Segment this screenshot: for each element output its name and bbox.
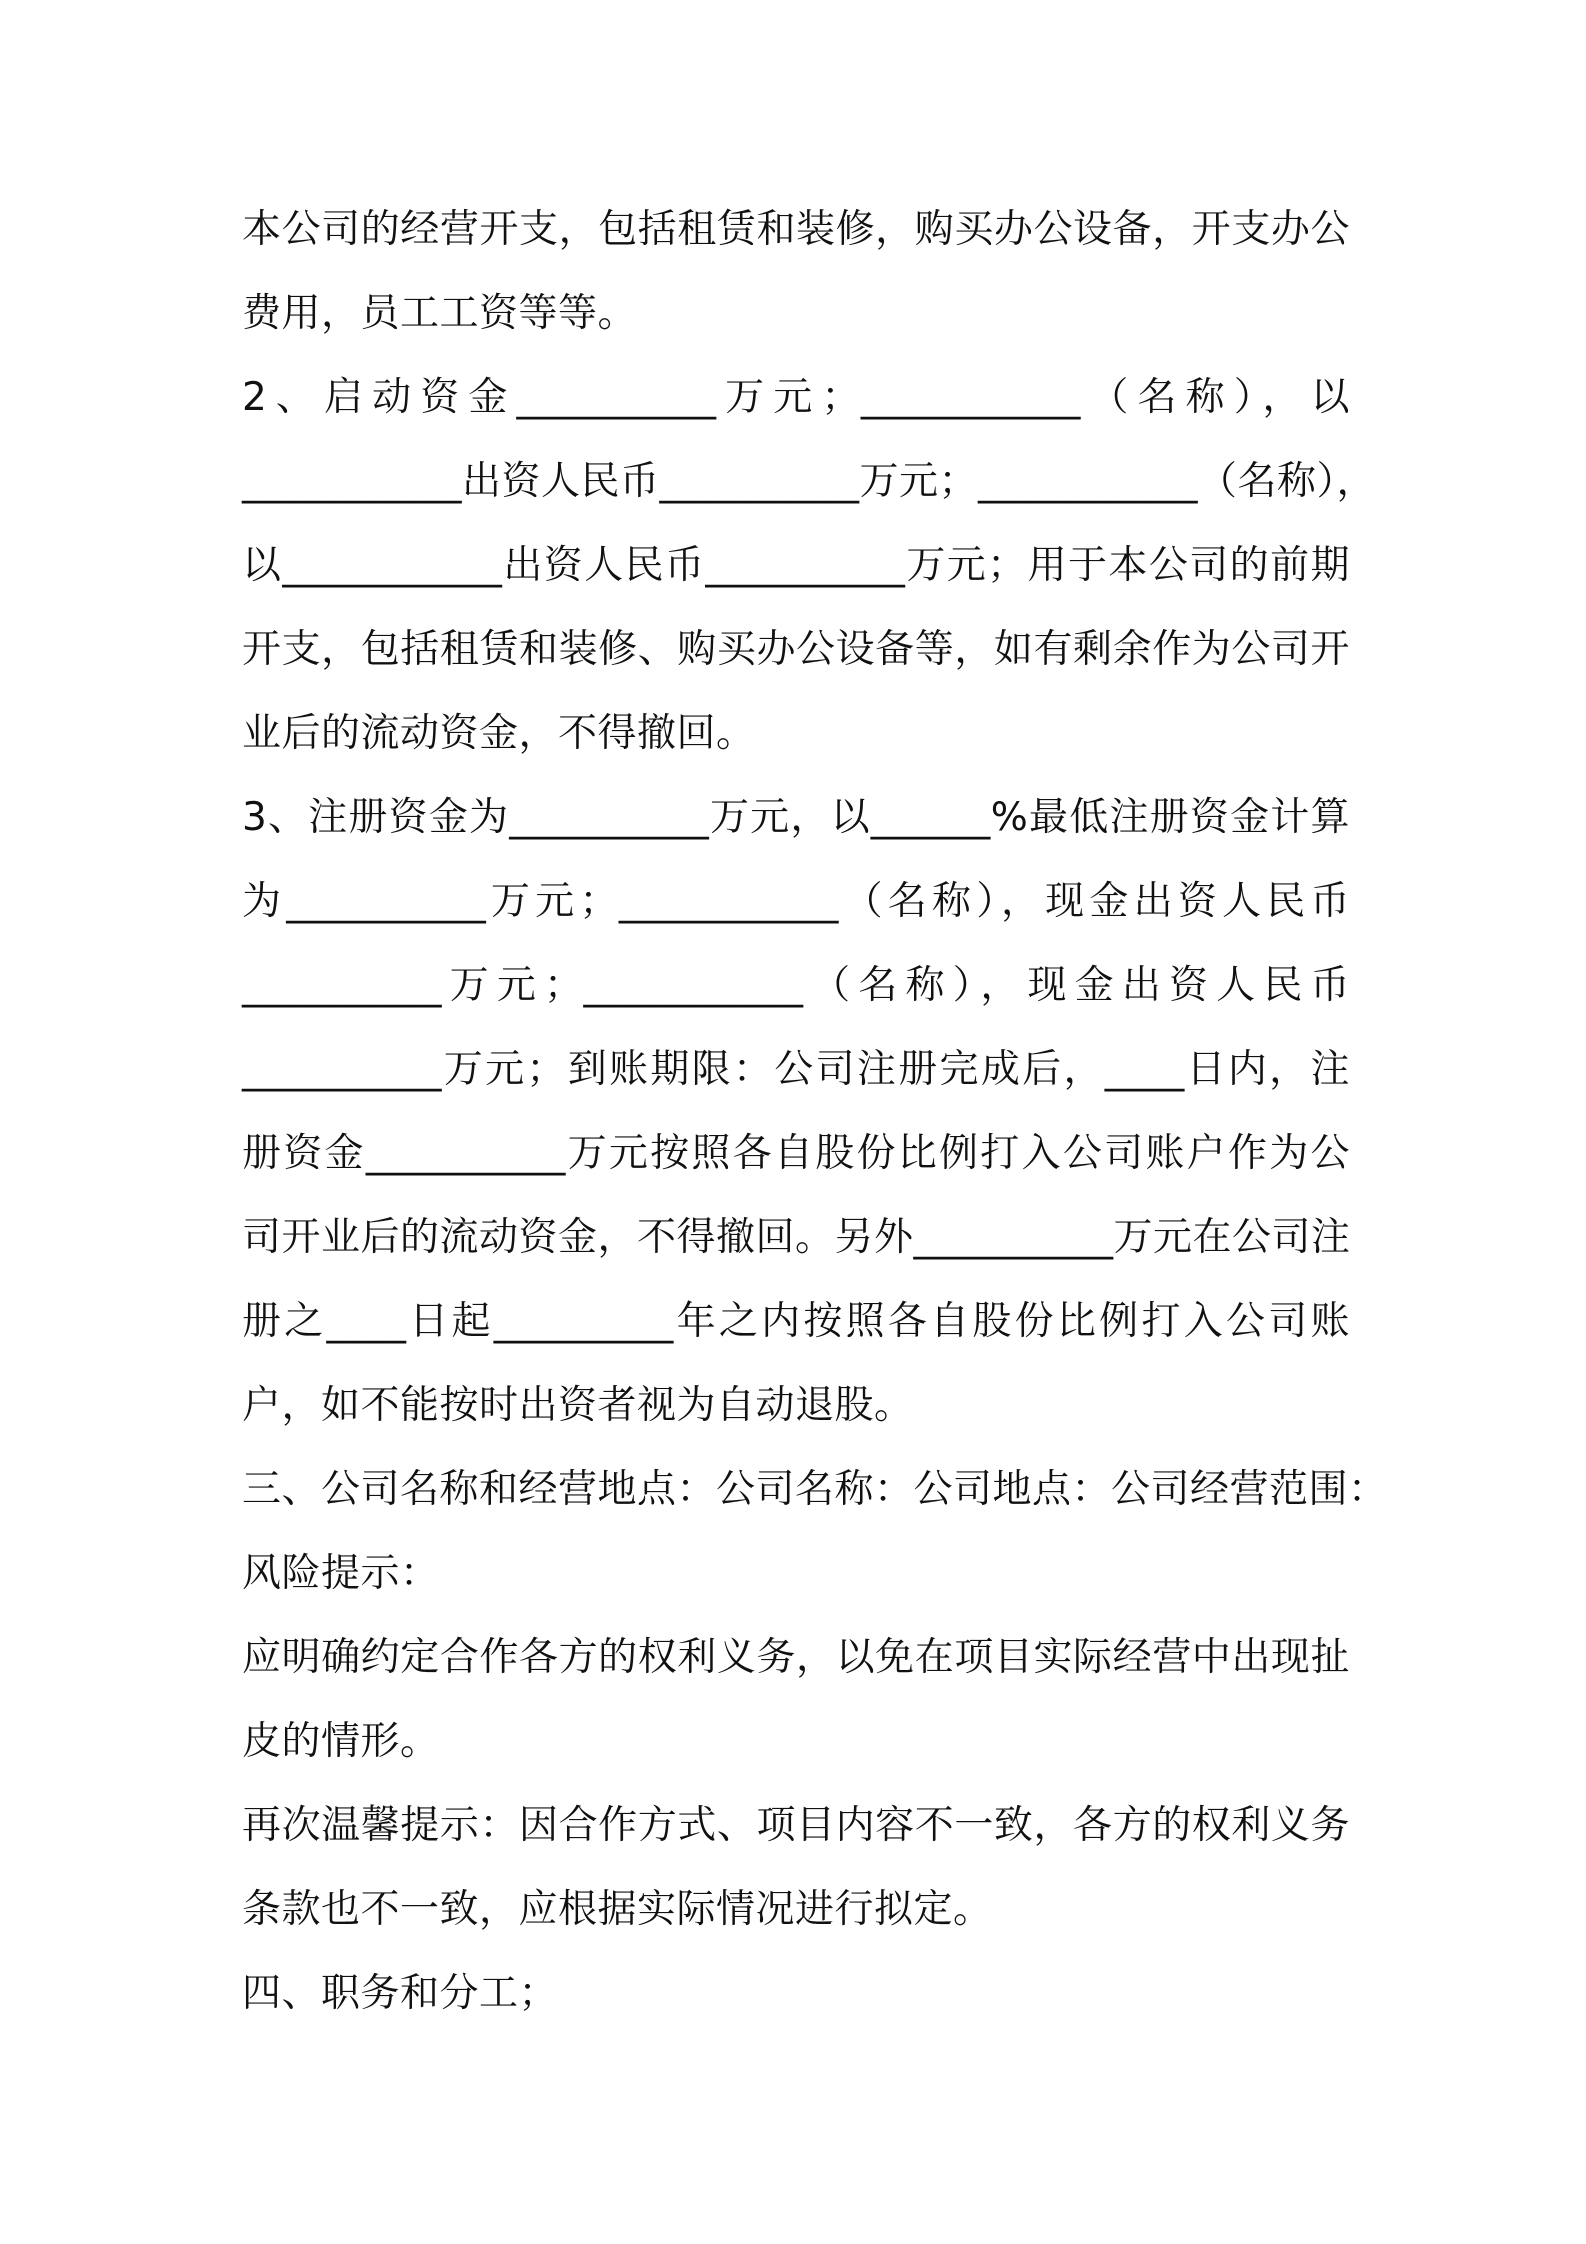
text-line-2: 费用，员工工资等等。 [242,291,638,336]
text-line-19: 皮的情形。 [242,1719,440,1764]
text-line-16: 三、公司名称和经营地点：公司名称：公司地点：公司经营范围： [242,1467,1388,1512]
text-line-15: 户，如不能按时出资者视为自动退股。 [242,1383,914,1428]
text-line-5: 以___________出资人民币__________万元；用于本公司的前期 [242,543,1350,588]
text-line-4: ___________出资人民币__________万元；___________（名称）， [242,459,1377,504]
text-line-18: 应明确约定合作各方的权利义务，以免在项目实际经营中出现扯 [242,1635,1350,1680]
document-page [242,0,1388,2244]
text-line-8: 3、注册资金为__________万元，以______%最低注册资金计算 [242,795,1350,840]
text-line-11: __________万元；到账期限：公司注册完成后，____日内，注 [242,1047,1350,1092]
text-line-9: 为__________万元；___________（名称），现金出资人民币 [242,879,1350,924]
text-line-17: 风险提示： [242,1551,440,1596]
text-line-3: 2、启动资金__________万元；___________（名称），以 [242,375,1350,420]
text-line-22: 四、职务和分工； [242,1971,559,2016]
text-line-6: 开支，包括租赁和装修、购买办公设备等，如有剩余作为公司开 [242,627,1350,672]
text-line-21: 条款也不一致，应根据实际情况进行拟定。 [242,1887,993,1932]
text-line-20: 再次温馨提示：因合作方式、项目内容不一致，各方的权利义务 [242,1803,1350,1848]
text-line-12: 册资金__________万元按照各自股份比例打入公司账户作为公 [242,1131,1350,1176]
text-line-7: 业后的流动资金，不得撤回。 [242,711,756,756]
text-line-1: 本公司的经营开支，包括租赁和装修，购买办公设备，开支办公 [242,207,1350,252]
text-line-13: 司开业后的流动资金，不得撤回。另外__________万元在公司注 [242,1215,1351,1260]
text-line-10: __________万元；___________（名称），现金出资人民币 [242,963,1350,1008]
text-line-14: 册之____日起_________年之内按照各自股份比例打入公司账 [242,1299,1350,1344]
